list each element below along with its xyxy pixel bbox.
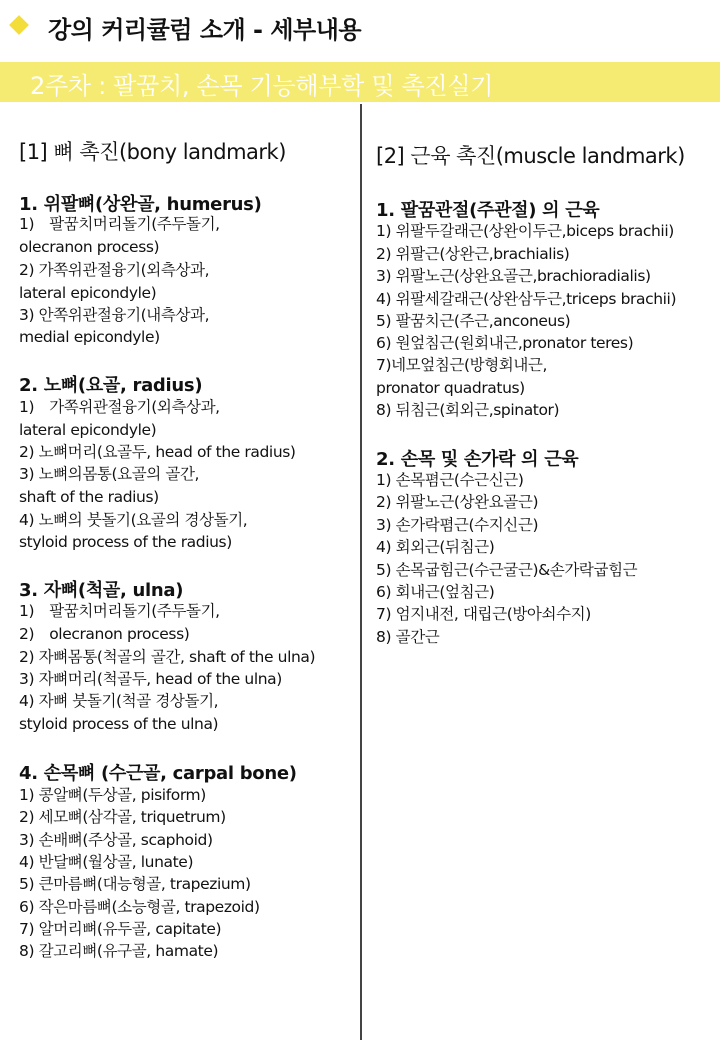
section-title: 1. 위팔뼈(상완골, humerus) <box>19 194 262 215</box>
bony-landmark-heading: [1] 뼈 촉진(bony landmark) <box>19 140 286 164</box>
list-item: 8) 골간근 <box>376 628 440 646</box>
section-title: 4. 손목뼈 (수근골, carpal bone) <box>19 763 297 784</box>
list-item: 6) 원엎침근(원회내근,pronator teres) <box>376 334 634 352</box>
list-item: 1) 콩알뼈(두상골, pisiform) <box>19 786 206 804</box>
muscle-landmark-heading: [2] 근육 촉진(muscle landmark) <box>376 144 685 168</box>
banner-text: 2주차 : 팔꿈치, 손목 기능해부학 및 촉진실기 <box>30 72 494 100</box>
list-item: 1) 손목폄근(수근신근) <box>376 471 524 489</box>
list-item: 8) 뒤침근(회외근,spinator) <box>376 401 560 419</box>
list-item: 7) 엄지내전, 대립근(방아쇠수지) <box>376 605 591 623</box>
list-item: 7)네모엎침근(방형회내근, <box>376 356 548 374</box>
list-item: 2) olecranon process) <box>19 625 190 643</box>
list-item: 1) 위팔두갈래근(상완이두근,biceps brachii) <box>376 222 674 240</box>
list-item: 4) 회외근(뒤침근) <box>376 538 495 556</box>
list-item: styloid process of the radius) <box>19 533 232 551</box>
list-item: 1) 팔꿈치머리돌기(주두돌기, <box>19 602 220 620</box>
section-title: 2. 노뼈(요골, radius) <box>19 375 203 396</box>
list-item: 3) 자뼈머리(척골두, head of the ulna) <box>19 670 282 688</box>
list-item: 6) 작은마름뼈(소능형골, trapezoid) <box>19 898 260 916</box>
column-divider <box>360 104 362 1040</box>
list-item: 3) 손가락폄근(수지신근) <box>376 516 539 534</box>
list-item: 1) 팔꿈치머리돌기(주두돌기, <box>19 215 220 233</box>
section-title: 2. 손목 및 손가락 의 근육 <box>376 449 579 470</box>
list-item: medial epicondyle) <box>19 328 160 346</box>
list-item: 2) 세모뼈(삼각골, triquetrum) <box>19 808 226 826</box>
list-item: 3) 노뼈의몸통(요골의 골간, <box>19 465 200 483</box>
list-item: styloid process of the ulna) <box>19 715 219 733</box>
list-item: 3) 손배뼈(주상골, scaphoid) <box>19 831 213 849</box>
list-item: lateral epicondyle) <box>19 284 157 302</box>
list-item: 2) 가쪽위관절융기(외측상과, <box>19 261 210 279</box>
list-item: 2) 자뼈몸통(척골의 골간, shaft of the ulna) <box>19 648 316 666</box>
list-item: 7) 알머리뼈(유두골, capitate) <box>19 920 222 938</box>
list-item: 4) 위팔세갈래근(상완삼두근,triceps brachii) <box>376 290 677 308</box>
list-item: shaft of the radius) <box>19 488 159 506</box>
list-item: pronator quadratus) <box>376 379 525 397</box>
list-item: 8) 갈고리뼈(유구골, hamate) <box>19 942 219 960</box>
diamond-bullet-icon <box>9 15 29 35</box>
list-item: 5) 팔꿈치근(주근,anconeus) <box>376 312 571 330</box>
list-item: 4) 반달뼈(월상골, lunate) <box>19 853 194 871</box>
page-title: 강의 커리큘럼 소개 - 세부내용 <box>48 16 362 44</box>
list-item: olecranon process) <box>19 238 160 256</box>
list-item: 6) 회내근(엎침근) <box>376 583 495 601</box>
list-item: 3) 안쪽위관절융기(내측상과, <box>19 306 210 324</box>
section-title: 1. 팔꿈관절(주관절) 의 근육 <box>376 200 600 221</box>
list-item: 5) 큰마름뼈(대능형골, trapezium) <box>19 875 251 893</box>
section-title: 3. 자뼈(척골, ulna) <box>19 580 184 601</box>
list-item: 2) 위팔노근(상완요골근) <box>376 493 539 511</box>
list-item: 1) 가쪽위관절융기(외측상과, <box>19 398 220 416</box>
list-item: 3) 위팔노근(상완요골근,brachioradialis) <box>376 267 651 285</box>
slide-header <box>0 0 720 56</box>
week-banner <box>0 62 720 102</box>
list-item: 2) 위팔근(상완근,brachialis) <box>376 245 570 263</box>
list-item: 4) 자뼈 붓돌기(척골 경상돌기, <box>19 692 219 710</box>
list-item: lateral epicondyle) <box>19 421 157 439</box>
list-item: 4) 노뼈의 붓돌기(요골의 경상돌기, <box>19 511 248 529</box>
list-item: 5) 손목굽힘근(수근굴근)&손가락굽힘근 <box>376 561 638 579</box>
list-item: 2) 노뼈머리(요골두, head of the radius) <box>19 443 296 461</box>
